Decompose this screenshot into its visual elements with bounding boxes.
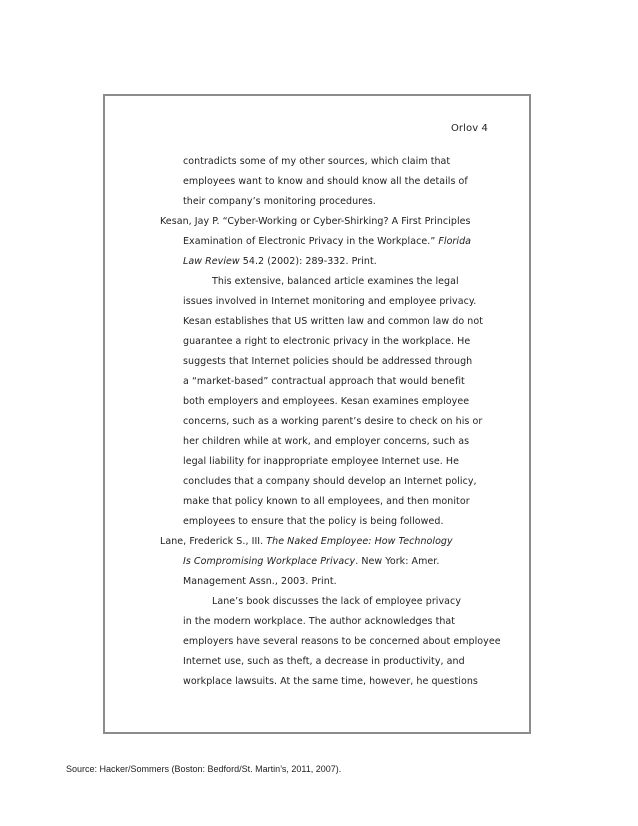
annotation-line: legal liability for inappropriate employee Internet use. He	[183, 456, 459, 467]
book-title: The Naked Employee: How Technology	[266, 536, 453, 547]
journal-title: Florida	[438, 236, 472, 247]
annotation-line: employers have several reasons to be concerned about employee	[183, 636, 501, 647]
annotation-line: This extensive, balanced article examines the legal	[212, 276, 459, 287]
body-line: contradicts some of my other sources, which claim that	[183, 156, 451, 167]
citation-line	[160, 535, 453, 549]
annotation-line: Kesan establishes that US written law and common law do not	[183, 316, 483, 327]
annotation-line: Internet use, such as theft, a decrease in productivity, and	[183, 656, 465, 667]
citation-text: 54.2 (2002): 289-332. Print.	[239, 256, 377, 267]
citation-text: Lane, Frederick S., III.	[160, 536, 267, 547]
body-line: employees want to know and should know all the details of	[183, 176, 468, 187]
annotation-line: employees to ensure that the policy is being followed.	[183, 516, 444, 527]
citation-line	[183, 555, 439, 569]
source-caption: Source: Hacker/Sommers (Boston: Bedford/St. Martin’s, 2011, 2007).	[66, 764, 342, 774]
annotation-line: concludes that a company should develop an Internet policy,	[183, 476, 477, 487]
annotation-line: Lane’s book discusses the lack of employee privacy	[212, 596, 461, 607]
journal-title: Law Review	[183, 256, 240, 267]
annotation-line: make that policy known to all employees, and then monitor	[183, 496, 470, 507]
annotation-line: a “market-based” contractual approach that would benefit	[183, 376, 465, 387]
body-line: their company’s monitoring procedures.	[183, 196, 376, 207]
citation-line	[183, 255, 377, 269]
citation-line	[183, 235, 471, 249]
book-title: Is Compromising Workplace Privacy	[183, 556, 356, 567]
page-header: Orlov 4	[450, 123, 488, 134]
citation-text: . New York: Amer.	[355, 556, 440, 567]
annotation-line: her children while at work, and employer concerns, such as	[183, 436, 470, 447]
annotation-line: both employers and employees. Kesan examines employee	[183, 396, 470, 407]
annotation-line: guarantee a right to electronic privacy in the workplace. He	[183, 336, 471, 347]
citation-line: Kesan, Jay P. “Cyber-Working or Cyber-Shirking? A First Principles	[160, 216, 471, 227]
annotation-line: in the modern workplace. The author acknowledges that	[183, 616, 456, 627]
annotation-line: suggests that Internet policies should be addressed through	[183, 356, 473, 367]
annotation-line: workplace lawsuits. At the same time, however, he questions	[183, 676, 478, 687]
citation-line: Management Assn., 2003. Print.	[183, 576, 337, 587]
citation-text: Examination of Electronic Privacy in the Workplace.”	[183, 236, 439, 247]
annotation-line: concerns, such as a working parent’s desire to check on his or	[183, 416, 483, 427]
annotation-line: issues involved in Internet monitoring and employee privacy.	[183, 296, 477, 307]
